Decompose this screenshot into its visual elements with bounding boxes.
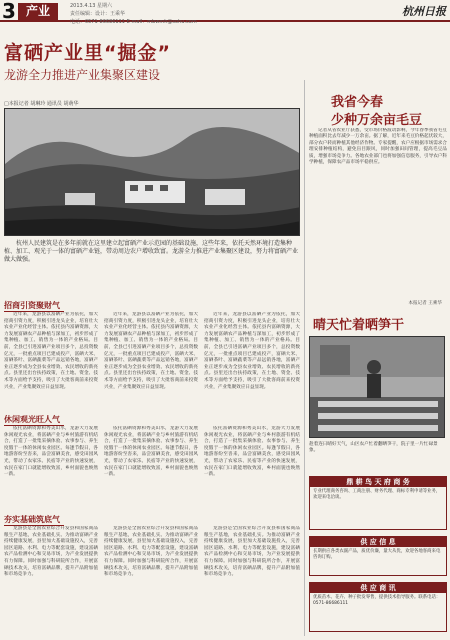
ad-box-2 — [309, 536, 447, 576]
subheadline: 龙游全力推进产业集聚区建设 — [4, 68, 161, 82]
sidebar — [304, 80, 448, 636]
ad-text-2: 长期供应各类农副产品，质优价廉，量大从优，欢迎各地客商来电咨询订购。 — [313, 549, 441, 560]
issue-date: 2013.4.13 星期六 — [70, 3, 113, 9]
editor-line: 责任编辑：设计：王乘华 — [70, 11, 126, 17]
contact-line: 电话：0571-86686111 E-mail：mbwmh@sohu.com — [70, 19, 197, 25]
sidebar-photo-title: 晴天忙着晒笋干 — [313, 318, 405, 333]
sidebar-title-line2: 少种万余亩毛豆 — [331, 113, 423, 128]
section-label: 产业 — [18, 3, 58, 20]
sidebar-story-author: 本报记者 王乘华 — [408, 301, 442, 306]
sidebar-story-title — [331, 94, 422, 130]
masthead — [0, 0, 450, 25]
article-col-2a: 依托富硒资源和秀美山水，龙游大力发展休闲观光农业，将富硒产业与乡村旅游有机结合，打造了一批集采摘体验、农事参与、养生度假于一体的休闲农业园区。每逢节假日，各地游客纷至沓来，品尝富硒美食，感受田园风光，带动了农家乐、民宿等产业的快速发展，农民在家门口就能增收致富，乡村面貌也焕然一新。 — [4, 426, 98, 478]
article-col-2c: 依托富硒资源和秀美山水，龙游大力发展休闲观光农业，将富硒产业与乡村旅游有机结合，打造了一批集采摘体验、农事参与、养生度假于一体的休闲农业园区。每逢节假日，各地游客纷至沓来，品尝富硒美食，感受田园风光，带动了农家乐、民宿等产业的快速发展，农民在家门口就能增收致富，乡村面貌也焕然一新。 — [204, 426, 300, 478]
article-col-3c: 龙游县是全国农业综合开发县和国家商品粮生产基地，农业基础扎实。为推动富硒产业持续健康发展，县里加大基础设施投入，完善园区道路、水利、电力等配套设施，建设富硒农产品检测中心和交易市场，为产业发展提供有力保障。同时加强与科研院所合作，开展富硒技术攻关，培育富硒品牌，提升产品附加值和市场竞争力。 — [204, 526, 300, 578]
paper-name: 杭州日报 — [402, 5, 446, 18]
ad-text-1: 专业代理商务咨询、工商注册、财务代理、商标专利申请等业务，欢迎来电洽谈。 — [313, 489, 441, 500]
masthead-meta — [70, 2, 250, 26]
article-col-1a: 近年来，龙游县以富硒产业为依托，加大招商引资力度，积极引进龙头企业，培育壮大农业产业化经营主体。依托县内富硒资源，大力发展富硒农产品种植与深加工，初步形成了集种植、加工、销售为一体的产业格局。目前，全县已引进富硒产业项目多个，总投资数亿元，一批重点项目已建成投产，富硒大米、富硒茶叶、富硒蔬菜等产品远销各地，富硒产业正逐步成为全县农业增效、农民增收的新亮点。县里还出台扶持政策，在土地、资金、技术等方面给予支持，吸引了大批客商前来投资兴业，产业集聚效应日益显现。 — [4, 312, 98, 390]
section-heading-3: 夯实基础筑底气 — [4, 514, 64, 526]
photo-caption: 杭州人民建筑是在多年前就在这里建立起富硒产业示范园的基础设施，这些年来，依托天然环境打造集种植、加工、观光于一体的富硒产业链，带动周边农户增收致富。龙游全力推进产业集聚区建设，努力将富硒产业做大做强。 — [4, 240, 299, 263]
ad-box-3 — [309, 582, 447, 632]
article-col-2b: 依托富硒资源和秀美山水，龙游大力发展休闲观光农业，将富硒产业与乡村旅游有机结合，打造了一批集采摘体验、农事参与、养生度假于一体的休闲农业园区。每逢节假日，各地游客纷至沓来，品尝富硒美食，感受田园风光，带动了农家乐、民宿等产业的快速发展，农民在家门口就能增收致富，乡村面貌也焕然一新。 — [104, 426, 198, 478]
headline: 富硒产业里“掘金” — [4, 42, 171, 64]
bamboo-shoot-photo — [309, 336, 445, 438]
byline: □本报记者 胡琳玲 通讯员 胡萌华 — [4, 101, 79, 107]
article-col-3a: 龙游县是全国农业综合开发县和国家商品粮生产基地，农业基础扎实。为推动富硒产业持续健康发展，县里加大基础设施投入，完善园区道路、水利、电力等配套设施，建设富硒农产品检测中心和交易市场，为产业发展提供有力保障。同时加强与科研院所合作，开展富硒技术攻关，培育富硒品牌，提升产品附加值和市场竞争力。 — [4, 526, 98, 578]
sidebar-story-text: 记者从省农业厅获悉，受市场价格波动影响，今年春季我省毛豆种植面积比去年减少一万余亩。据了解，近年来毛豆价格起伏较大，部分农户转而种植其他经济作物。专家提醒，农户应根据市场需求合理安排种植结构，避免盲目跟风，同时加强田间管理，提高毛豆品质，增强市场竞争力。各地农业部门也将加强信息服务，引导农户科学种植，保障农产品市场平稳供应。 — [309, 128, 447, 166]
ad-box-1 — [309, 476, 447, 530]
ad-title-1: 鼎 耕 鸟 天 府 商 务 — [310, 477, 446, 487]
article-col-3b: 龙游县是全国农业综合开发县和国家商品粮生产基地，农业基础扎实。为推动富硒产业持续健康发展，县里加大基础设施投入，完善园区道路、水利、电力等配套设施，建设富硒农产品检测中心和交易市场，为产业发展提供有力保障。同时加强与科研院所合作，开展富硒技术攻关，培育富硒品牌，提升产品附加值和市场竞争力。 — [104, 526, 198, 578]
ad-title-3: 供 应 商 讯 — [310, 583, 446, 593]
article-col-1c: 近年来，龙游县以富硒产业为依托，加大招商引资力度，积极引进龙头企业，培育壮大农业产业化经营主体。依托县内富硒资源，大力发展富硒农产品种植与深加工，初步形成了集种植、加工、销售为一体的产业格局。目前，全县已引进富硒产业项目多个，总投资数亿元，一批重点项目已建成投产，富硒大米、富硒茶叶、富硒蔬菜等产品远销各地，富硒产业正逐步成为全县农业增效、农民增收的新亮点。县里还出台扶持政策，在土地、资金、技术等方面给予支持，吸引了大批客商前来投资兴业，产业集聚效应日益显现。 — [204, 312, 300, 390]
section-heading-1: 招商引资聚财气 — [4, 300, 64, 312]
ad-text-3: 优质苗木、花卉、种子批发零售，提供技术指导服务。联系电话：0571-86686111 — [313, 595, 441, 606]
article-col-1b: 近年来，龙游县以富硒产业为依托，加大招商引资力度，积极引进龙头企业，培育壮大农业产业化经营主体。依托县内富硒资源，大力发展富硒农产品种植与深加工，初步形成了集种植、加工、销售为一体的产业格局。目前，全县已引进富硒产业项目多个，总投资数亿元，一批重点项目已建成投产，富硒大米、富硒茶叶、富硒蔬菜等产品远销各地，富硒产业正逐步成为全县农业增效、农民增收的新亮点。县里还出台扶持政策，在土地、资金、技术等方面给予支持，吸引了大批客商前来投资兴业，产业集聚效应日益显现。 — [104, 312, 198, 390]
ad-title-2: 供 应 信 息 — [310, 537, 446, 547]
landscape-photo — [4, 108, 300, 236]
section-heading-2: 休闲观光旺人气 — [4, 414, 64, 426]
sidebar-photo-caption: 趁着连日晴好天气，山区农户忙着翻晒笋干，院子里一片忙碌景象。 — [309, 442, 438, 454]
sidebar-title-line1: 我省今春 — [331, 95, 384, 110]
page-number: 3 — [2, 0, 16, 23]
